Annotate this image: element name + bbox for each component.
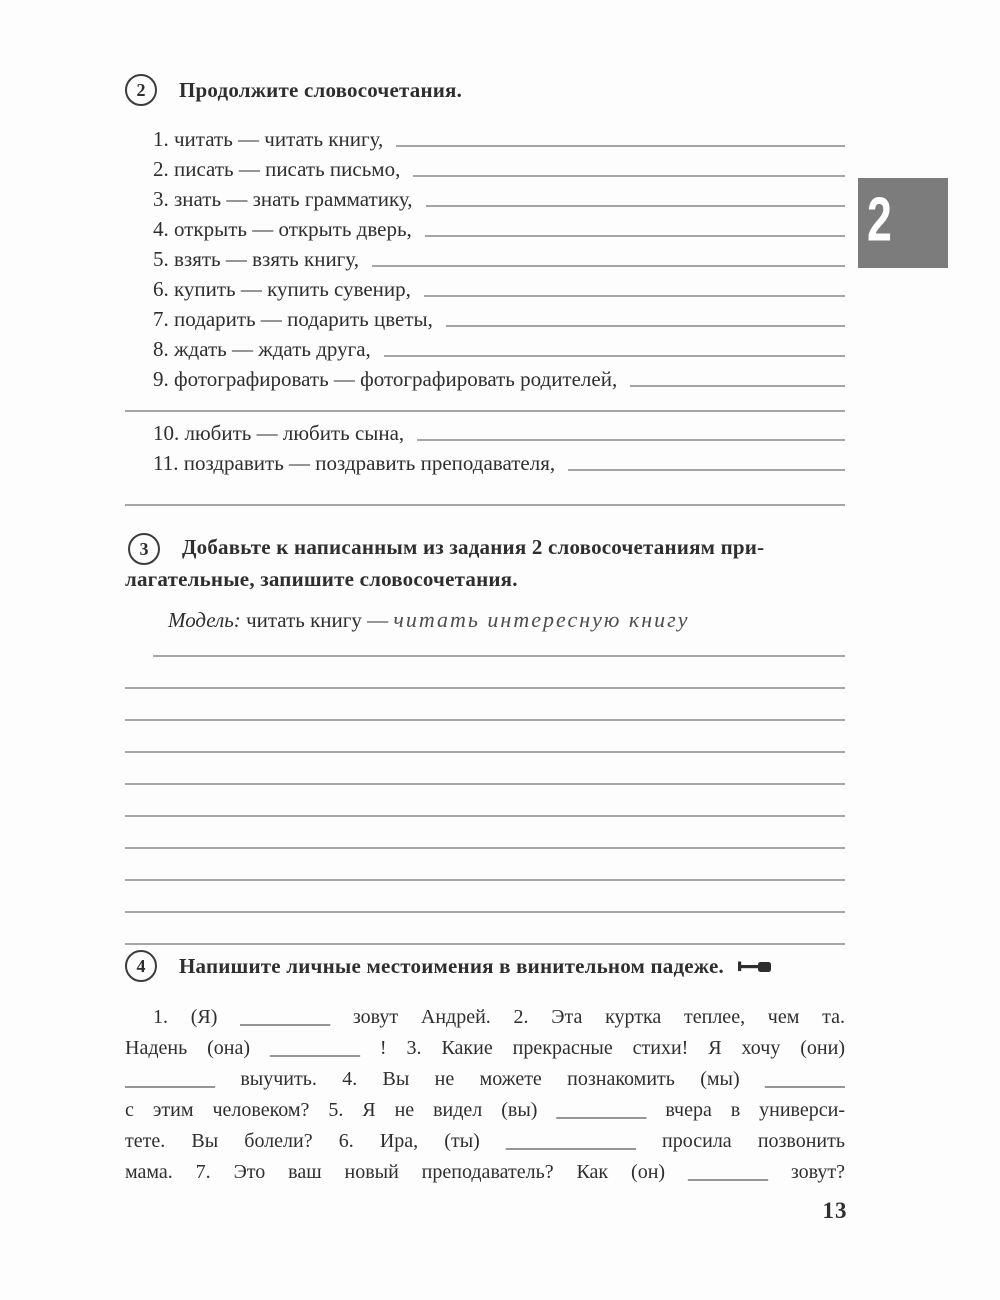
answer-line-full bbox=[125, 504, 845, 506]
exercise-2-badge: 2 bbox=[125, 74, 157, 106]
exercise-2-heading bbox=[125, 74, 845, 106]
ruled-line bbox=[125, 849, 845, 881]
answer-line bbox=[568, 469, 845, 471]
word-pair-text: 9. фотографировать — фотографировать родителей, bbox=[153, 367, 618, 391]
text-line: мама. 7. Это ваш новый преподаватель? Как (он) ________ зовут? bbox=[125, 1161, 845, 1183]
exercise-3-title-line1: Добавьте к написанным из задания 2 словосочетаниям при- bbox=[182, 535, 765, 559]
word-pair-item bbox=[125, 122, 845, 152]
word-pair-text: 11. поздравить — поздравить преподавателя, bbox=[153, 451, 556, 475]
text-line: с этим человеком? 5. Я не видел (вы) _________ вчера в универси- bbox=[125, 1099, 845, 1121]
answer-line bbox=[396, 145, 845, 147]
exercise-2-section bbox=[125, 74, 845, 506]
word-pair-text: 4. открыть — открыть дверь, bbox=[153, 217, 412, 241]
exercise-2-items bbox=[125, 122, 845, 506]
exercise-3-heading bbox=[125, 531, 845, 595]
answer-line bbox=[384, 355, 845, 357]
word-pair-text: 6. купить — купить сувенир, bbox=[153, 277, 411, 301]
word-pair-text: 2. писать — писать письмо, bbox=[153, 157, 401, 181]
model-source-text: читать книгу — bbox=[246, 608, 389, 632]
word-pair-item bbox=[125, 446, 845, 476]
word-pair-item bbox=[125, 302, 845, 332]
chapter-tab-label: 2 bbox=[867, 185, 892, 255]
model-handwritten-answer: читать интересную книгу bbox=[393, 607, 690, 632]
text-line: _________ выучить. 4. Вы не можете познакомить (мы) ________ bbox=[125, 1068, 845, 1090]
word-pair-item bbox=[125, 212, 845, 242]
text-line: тете. Вы болели? 6. Ира, (ты) _____________ просила позвонить bbox=[125, 1130, 845, 1152]
answer-line bbox=[630, 385, 845, 387]
ruled-line bbox=[125, 721, 845, 753]
text-line: 1. (Я) _________ зовут Андрей. 2. Эта куртка теплее, чем та. bbox=[153, 1006, 845, 1028]
answer-line bbox=[413, 175, 845, 177]
exercise-3-section bbox=[125, 531, 845, 945]
word-pair-item bbox=[125, 332, 845, 362]
exercise-4-text bbox=[125, 1002, 845, 1188]
word-pair-text: 8. ждать — ждать друга, bbox=[153, 337, 371, 361]
text-line: Надень (она) _________ ! 3. Какие прекрасные стихи! Я хочу (они) bbox=[125, 1037, 845, 1059]
model-label: Модель: bbox=[168, 608, 241, 632]
ruled-line bbox=[125, 817, 845, 849]
word-pair-item bbox=[125, 242, 845, 272]
ruled-line bbox=[125, 657, 845, 689]
exercise-4-badge: 4 bbox=[125, 950, 157, 982]
word-pair-item bbox=[125, 362, 845, 392]
answer-key-icon bbox=[738, 959, 772, 975]
chapter-tab bbox=[858, 178, 948, 268]
word-pair-item bbox=[125, 182, 845, 212]
ruled-line bbox=[125, 913, 845, 945]
exercise-4-heading bbox=[125, 950, 845, 982]
page-number: 13 bbox=[822, 1198, 848, 1223]
answer-line bbox=[425, 235, 845, 237]
answer-line-full bbox=[125, 410, 845, 412]
ruled-line bbox=[153, 639, 845, 657]
word-pair-item bbox=[125, 272, 845, 302]
exercise-3-title-line2: лагательные, запишите словосочетания. bbox=[125, 567, 518, 591]
exercise-4-section bbox=[125, 950, 845, 1188]
exercise-3-writing-lines bbox=[125, 639, 845, 945]
word-pair-text: 5. взять — взять книгу, bbox=[153, 247, 359, 271]
word-pair-item bbox=[125, 416, 845, 446]
answer-line bbox=[417, 439, 845, 441]
answer-line bbox=[446, 325, 845, 327]
word-pair-text: 3. знать — знать грамматику, bbox=[153, 187, 413, 211]
ruled-line bbox=[125, 785, 845, 817]
model-example bbox=[125, 607, 845, 633]
word-pair-text: 1. читать — читать книгу, bbox=[153, 127, 384, 151]
word-pair-item bbox=[125, 152, 845, 182]
answer-line bbox=[426, 205, 846, 207]
ruled-line bbox=[125, 753, 845, 785]
answer-line bbox=[372, 265, 845, 267]
ruled-line bbox=[125, 689, 845, 721]
word-pair-text: 10. любить — любить сына, bbox=[153, 421, 405, 445]
exercise-3-badge: 3 bbox=[128, 533, 160, 565]
ruled-line bbox=[125, 881, 845, 913]
exercise-4-title: Напишите личные местоимения в винительном падеже. bbox=[179, 953, 724, 978]
exercise-2-title: Продолжите словосочетания. bbox=[179, 77, 463, 102]
answer-line bbox=[424, 295, 845, 297]
word-pair-text: 7. подарить — подарить цветы, bbox=[153, 307, 433, 331]
